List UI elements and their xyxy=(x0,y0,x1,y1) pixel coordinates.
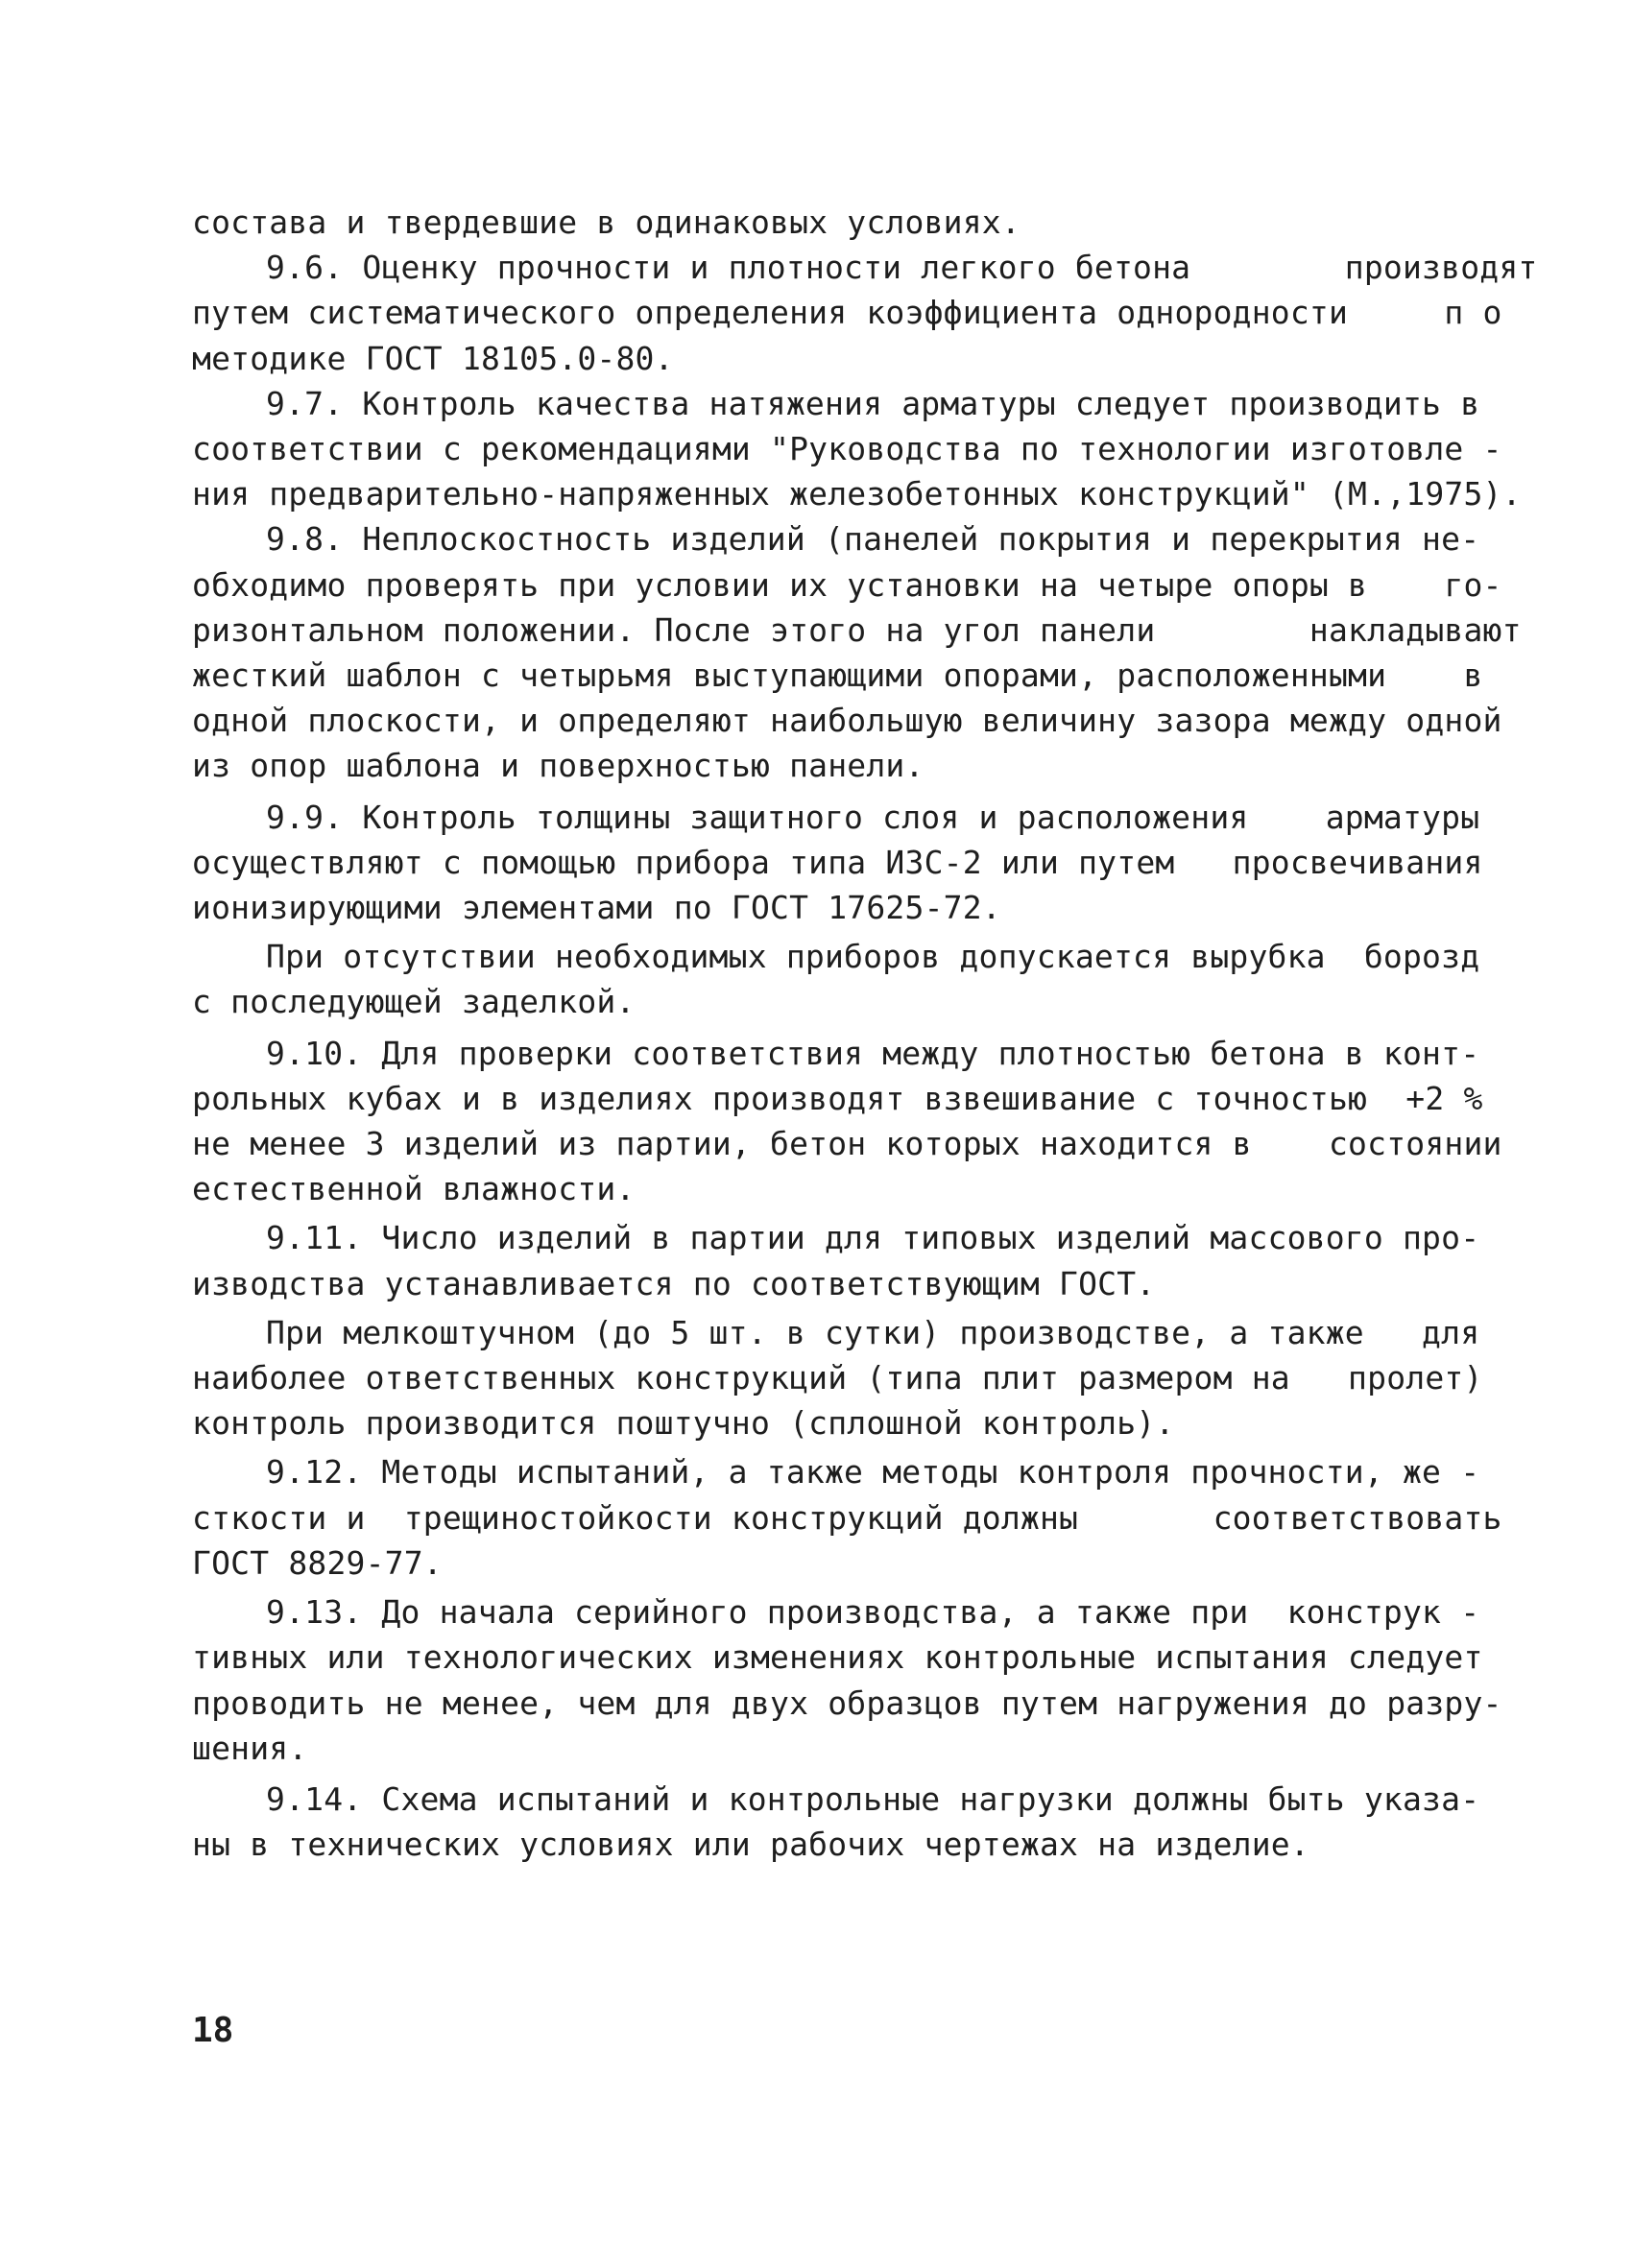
text-line xyxy=(192,336,1440,381)
line-text: 9.8. Неплоскостность изделий (панелей покрытия и перекрытия не- xyxy=(266,520,1480,559)
line-text: контроль производится поштучно (сплошной контроль). xyxy=(192,1404,1175,1443)
line-text: 9.11. Число изделий в партии для типовых изделий массового про- xyxy=(266,1219,1480,1257)
text-line xyxy=(192,1822,1440,1867)
text-line xyxy=(192,245,1538,290)
text-line xyxy=(192,934,1480,979)
text-line xyxy=(192,1495,1502,1540)
text-line xyxy=(192,1777,1480,1822)
line-text: с последующей заделкой. xyxy=(192,983,636,1021)
line-text: 9.10. Для проверки соответствия между плотностью бетона в конт- xyxy=(266,1034,1480,1072)
text-line xyxy=(192,840,1483,885)
text-line xyxy=(192,471,1522,516)
text-line xyxy=(192,1449,1480,1494)
text-line xyxy=(192,743,1440,788)
text-line xyxy=(192,1166,1440,1211)
paragraph xyxy=(192,795,1483,931)
text-line xyxy=(192,516,1480,561)
text-line xyxy=(192,1589,1480,1635)
line-text: 9.14. Схема испытаний и контрольные нагрузки должны быть указа- xyxy=(266,1779,1480,1818)
line-text: ионизирующими элементами по ГОСТ 17625-72. xyxy=(192,889,1001,927)
line-text: состава и твердевшие в одинаковых условиях. xyxy=(192,203,1021,241)
text-line xyxy=(192,1261,1440,1306)
text-line xyxy=(192,1400,1440,1445)
text-line xyxy=(192,426,1502,471)
paragraph xyxy=(192,1777,1480,1867)
text-line xyxy=(192,885,1440,930)
line-text: тивных или технологических изменениях контрольные испытания следует xyxy=(192,1638,1483,1677)
text-line xyxy=(192,1121,1502,1166)
text-line xyxy=(192,979,1440,1024)
text-line xyxy=(192,698,1502,743)
line-text: При отсутствии необходимых приборов допускается вырубка борозд xyxy=(266,938,1480,976)
paragraph xyxy=(192,1310,1483,1446)
line-text: ны в технических условиях или рабочих чертежах на изделие. xyxy=(192,1826,1309,1864)
line-text: одной плоскости, и определяют наибольшую величину зазора между одной xyxy=(192,702,1502,740)
line-text: При мелкоштучном (до 5 шт. в сутки) производстве, а также для xyxy=(266,1313,1480,1351)
line-text: ризонтальном положении. После этого на угол панели накладывают xyxy=(192,610,1522,649)
text-line xyxy=(192,1076,1483,1121)
body-text xyxy=(192,200,1538,1867)
text-line xyxy=(192,1540,1440,1586)
paragraph xyxy=(192,1031,1502,1212)
line-text: 9.6. Оценку прочности и плотности легкого бетона производят xyxy=(266,249,1538,287)
text-line xyxy=(192,1031,1480,1076)
paragraph xyxy=(192,245,1538,381)
line-text: не менее 3 изделий из партии, бетон которых находится в состоянии xyxy=(192,1125,1502,1163)
text-line xyxy=(192,795,1480,840)
text-line xyxy=(192,1310,1480,1355)
paragraph xyxy=(192,1215,1480,1305)
text-line xyxy=(192,653,1483,698)
paragraph xyxy=(192,1589,1502,1771)
page-number: 18 xyxy=(192,2011,234,2050)
text-line xyxy=(192,1635,1483,1680)
text-line xyxy=(192,1726,1440,1771)
line-text: соответствии с рекомендациями "Руководства по технологии изготовле - xyxy=(192,430,1502,468)
line-text: проводить не менее, чем для двух образцов путем нагружения до разру- xyxy=(192,1683,1502,1722)
line-text: 9.9. Контроль толщины защитного слоя и расположения арматуры xyxy=(266,798,1480,836)
text-line xyxy=(192,1355,1483,1400)
text-line xyxy=(192,290,1502,335)
line-text: 9.7. Контроль качества натяжения арматуры следует производить в xyxy=(266,384,1480,422)
line-text: путем систематического определения коэффициента однородности п о xyxy=(192,294,1502,332)
line-text: ния предварительно-напряженных железобетонных конструкций" (М.,1975). xyxy=(192,475,1522,513)
text-line xyxy=(192,608,1522,653)
line-text: изводства устанавливается по соответствующим ГОСТ. xyxy=(192,1264,1156,1302)
paragraph xyxy=(192,934,1480,1024)
line-text: сткости и трещиностойкости конструкций должны соответствовать xyxy=(192,1498,1502,1537)
text-line xyxy=(192,381,1480,426)
paragraph xyxy=(192,381,1522,517)
text-line xyxy=(192,200,1440,245)
line-text: из опор шаблона и поверхностью панели. xyxy=(192,747,925,785)
line-text: ГОСТ 8829-77. xyxy=(192,1543,443,1582)
paragraph xyxy=(192,200,1440,245)
line-text: 9.13. До начала серийного производства, а также при конструк - xyxy=(266,1593,1480,1632)
line-text: обходимо проверять при условии их установки на четыре опоры в го- xyxy=(192,565,1502,604)
line-text: наиболее ответственных конструкций (типа плит размером на пролет) xyxy=(192,1359,1483,1397)
text-line xyxy=(192,562,1502,608)
line-text: осуществляют с помощью прибора типа ИЗС-2 или путем просвечивания xyxy=(192,843,1483,881)
line-text: жесткий шаблон с четырьмя выступающими опорами, расположенными в xyxy=(192,657,1483,695)
line-text: методике ГОСТ 18105.0-80. xyxy=(192,339,674,377)
line-text: естественной влажности. xyxy=(192,1170,636,1208)
text-line xyxy=(192,1215,1480,1260)
line-text: 9.12. Методы испытаний, а также методы контроля прочности, же - xyxy=(266,1453,1480,1492)
line-text: рольных кубах и в изделиях производят взвешивание с точностью +2 % xyxy=(192,1079,1483,1117)
line-text: шения. xyxy=(192,1729,308,1767)
paragraph xyxy=(192,1449,1502,1586)
text-line xyxy=(192,1681,1502,1726)
paragraph xyxy=(192,516,1522,788)
